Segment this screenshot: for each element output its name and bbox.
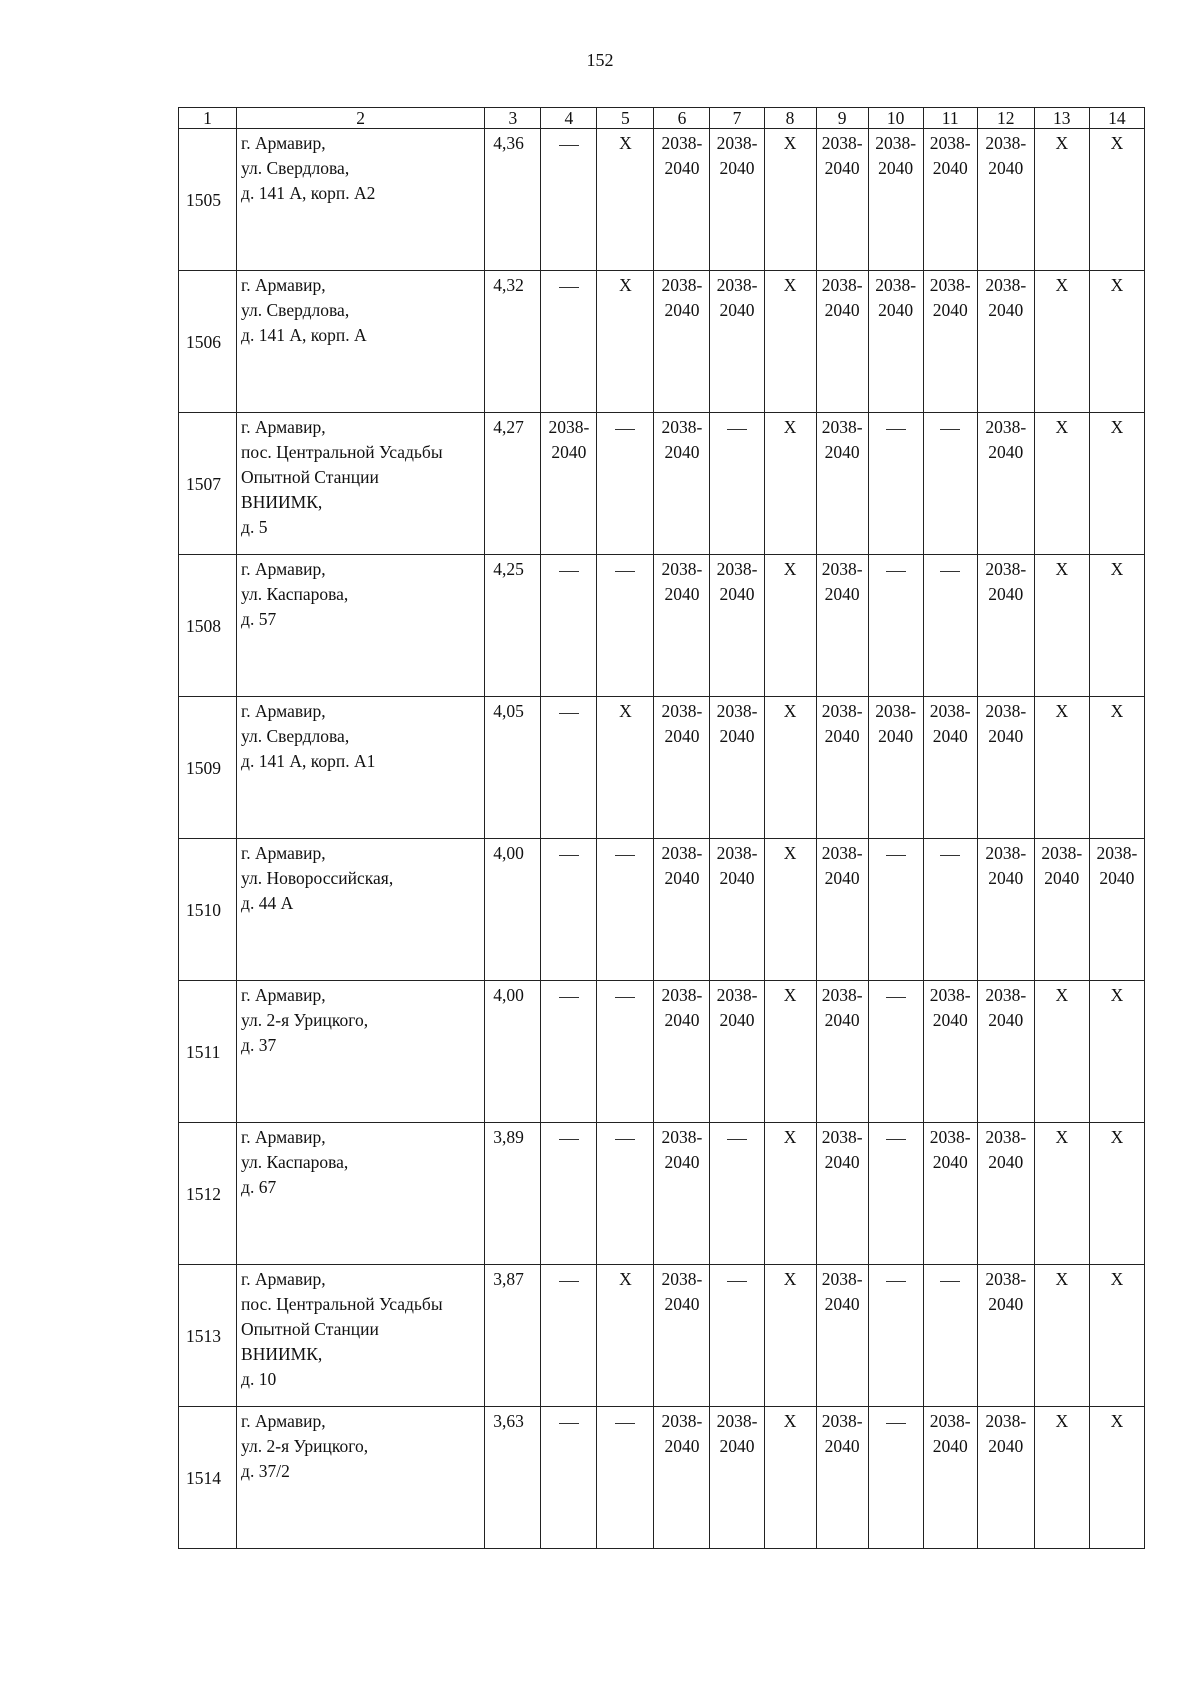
cell-value: X [1055, 701, 1069, 721]
column-number-row [179, 108, 1145, 129]
dash-mark [559, 1139, 579, 1140]
area-value-cell [485, 1407, 541, 1549]
dash-cell [710, 413, 764, 555]
cell-value: 3,63 [493, 1411, 524, 1431]
cell-value: 2038- 2040 [661, 1127, 703, 1172]
dash-mark [886, 429, 906, 430]
cell-value: 2038- 2040 [985, 701, 1027, 746]
row-number: 1510 [179, 839, 237, 981]
cell-value: X [1110, 559, 1124, 579]
cell-value: 2038- 2040 [716, 843, 758, 888]
cell-value: 2038- 2040 [985, 417, 1027, 462]
schedule-cell [816, 839, 868, 981]
cell-value: X [783, 1411, 797, 1431]
cell-value: 2038- 2040 [821, 843, 863, 888]
area-value-cell [485, 839, 541, 981]
schedule-cell [977, 839, 1034, 981]
address-cell: г. Армавир, ул. Свердлова, д. 141 А, корп. А1 [237, 697, 485, 839]
schedule-cell [1034, 697, 1089, 839]
cell-value: 2038- 2040 [875, 275, 917, 320]
dash-cell [868, 839, 923, 981]
address-cell: г. Армавир, пос. Центральной Усадьбы Опытной Станции ВНИИМК, д. 10 [237, 1265, 485, 1407]
cell-value: X [1110, 275, 1124, 295]
address-cell: г. Армавир, ул. Каспарова, д. 57 [237, 555, 485, 697]
dash-mark [559, 145, 579, 146]
schedule-cell [1089, 271, 1144, 413]
dash-cell [597, 981, 654, 1123]
schedule-cell [923, 271, 977, 413]
schedule-cell [816, 555, 868, 697]
schedule-cell [1089, 981, 1144, 1123]
cell-value: 2038- 2040 [821, 133, 863, 178]
column-number-11: 11 [923, 108, 977, 129]
address-cell: г. Армавир, ул. Новороссийская, д. 44 А [237, 839, 485, 981]
schedule-cell [654, 839, 710, 981]
schedule-cell [1089, 555, 1144, 697]
cell-value: 2038- 2040 [1096, 843, 1138, 888]
cell-value: X [783, 1127, 797, 1147]
cell-value: X [1055, 133, 1069, 153]
dash-mark [886, 571, 906, 572]
schedule-cell [1034, 271, 1089, 413]
cell-value: 2038- 2040 [661, 843, 703, 888]
address-cell: г. Армавир, ул. 2-я Урицкого, д. 37/2 [237, 1407, 485, 1549]
cell-value: 2038- 2040 [661, 1269, 703, 1314]
dash-mark [559, 571, 579, 572]
schedule-cell [710, 271, 764, 413]
schedule-cell [710, 129, 764, 271]
cell-value: 2038- 2040 [716, 275, 758, 320]
dash-cell [923, 1265, 977, 1407]
cell-value: 4,00 [493, 985, 524, 1005]
schedule-cell [816, 413, 868, 555]
dash-cell [923, 555, 977, 697]
dash-mark [559, 997, 579, 998]
schedule-cell [1089, 839, 1144, 981]
row-number: 1513 [179, 1265, 237, 1407]
dash-cell [541, 839, 597, 981]
schedule-cell [923, 129, 977, 271]
schedule-cell [764, 697, 816, 839]
schedule-cell [816, 981, 868, 1123]
row-number: 1512 [179, 1123, 237, 1265]
cell-value: X [1055, 1411, 1069, 1431]
dash-mark [940, 429, 960, 430]
cell-value: 2038- 2040 [929, 985, 971, 1030]
cell-value: X [1110, 701, 1124, 721]
address-cell: г. Армавир, пос. Центральной Усадьбы Опытной Станции ВНИИМК, д. 5 [237, 413, 485, 555]
cell-value: 2038- 2040 [661, 1411, 703, 1456]
cell-value: 2038- 2040 [821, 417, 863, 462]
housing-register-table [178, 107, 1145, 1549]
dash-cell [923, 413, 977, 555]
cell-value: 2038- 2040 [929, 701, 971, 746]
dash-mark [615, 1423, 635, 1424]
cell-value: 2038- 2040 [985, 559, 1027, 604]
schedule-cell [710, 1407, 764, 1549]
cell-value: X [619, 133, 632, 153]
schedule-cell [764, 981, 816, 1123]
schedule-cell [977, 555, 1034, 697]
schedule-cell [923, 697, 977, 839]
dash-mark [615, 571, 635, 572]
area-value-cell [485, 271, 541, 413]
cell-value: 2038- 2040 [929, 133, 971, 178]
cell-value: 2038- 2040 [716, 701, 758, 746]
row-number: 1507 [179, 413, 237, 555]
schedule-cell [764, 413, 816, 555]
column-number-13: 13 [1034, 108, 1089, 129]
schedule-cell [1034, 555, 1089, 697]
schedule-cell [868, 271, 923, 413]
dash-cell [923, 839, 977, 981]
schedule-cell [541, 413, 597, 555]
area-value-cell [485, 697, 541, 839]
cell-value: 2038- 2040 [985, 1269, 1027, 1314]
table-row [179, 271, 1145, 413]
cell-value: 2038- 2040 [716, 1411, 758, 1456]
column-number-2: 2 [237, 108, 485, 129]
schedule-cell [1034, 1265, 1089, 1407]
dash-mark [886, 997, 906, 998]
dash-cell [710, 1123, 764, 1265]
column-number-6: 6 [654, 108, 710, 129]
cell-value: 2038- 2040 [661, 275, 703, 320]
table-row [179, 697, 1145, 839]
column-number-14: 14 [1089, 108, 1144, 129]
dash-mark [615, 429, 635, 430]
area-value-cell [485, 413, 541, 555]
schedule-cell [654, 555, 710, 697]
schedule-cell [977, 981, 1034, 1123]
schedule-cell [597, 1265, 654, 1407]
cell-value: X [1110, 985, 1124, 1005]
schedule-cell [923, 981, 977, 1123]
cell-value: 2038- 2040 [548, 417, 590, 462]
dash-cell [597, 1123, 654, 1265]
dash-cell [541, 981, 597, 1123]
dash-cell [868, 555, 923, 697]
cell-value: X [1055, 985, 1069, 1005]
column-number-4: 4 [541, 108, 597, 129]
dash-cell [541, 129, 597, 271]
schedule-cell [764, 1407, 816, 1549]
schedule-cell [977, 271, 1034, 413]
address-cell: г. Армавир, ул. Каспарова, д. 67 [237, 1123, 485, 1265]
cell-value: X [619, 1269, 632, 1289]
dash-mark [940, 1281, 960, 1282]
column-number-9: 9 [816, 108, 868, 129]
cell-value: 2038- 2040 [661, 417, 703, 462]
schedule-cell [764, 555, 816, 697]
schedule-cell [654, 1265, 710, 1407]
cell-value: 2038- 2040 [929, 1411, 971, 1456]
address-cell: г. Армавир, ул. Свердлова, д. 141 А, корп. А2 [237, 129, 485, 271]
schedule-cell [1034, 129, 1089, 271]
dash-cell [541, 697, 597, 839]
address-cell: г. Армавир, ул. Свердлова, д. 141 А, корп. А [237, 271, 485, 413]
dash-mark [559, 1281, 579, 1282]
cell-value: 2038- 2040 [821, 701, 863, 746]
area-value-cell [485, 1265, 541, 1407]
dash-cell [710, 1265, 764, 1407]
cell-value: X [1055, 1127, 1069, 1147]
cell-value: X [1055, 1269, 1069, 1289]
column-number-3: 3 [485, 108, 541, 129]
dash-mark [559, 713, 579, 714]
column-number-1: 1 [179, 108, 237, 129]
schedule-cell [654, 271, 710, 413]
schedule-cell [710, 697, 764, 839]
cell-value: X [783, 275, 797, 295]
schedule-cell [816, 1407, 868, 1549]
schedule-cell [710, 555, 764, 697]
cell-value: 2038- 2040 [985, 843, 1027, 888]
cell-value: 2038- 2040 [875, 133, 917, 178]
table-row [179, 839, 1145, 981]
schedule-cell [1089, 129, 1144, 271]
schedule-cell [816, 129, 868, 271]
dash-cell [868, 1265, 923, 1407]
schedule-cell [710, 839, 764, 981]
dash-cell [541, 271, 597, 413]
schedule-cell [977, 413, 1034, 555]
dash-mark [886, 1423, 906, 1424]
cell-value: X [1055, 417, 1069, 437]
cell-value: X [1055, 275, 1069, 295]
dash-cell [541, 1123, 597, 1265]
cell-value: 2038- 2040 [821, 1269, 863, 1314]
schedule-cell [816, 697, 868, 839]
cell-value: 2038- 2040 [716, 985, 758, 1030]
cell-value: 2038- 2040 [929, 1127, 971, 1172]
schedule-cell [764, 129, 816, 271]
cell-value: X [1110, 1127, 1124, 1147]
table-row [179, 1123, 1145, 1265]
schedule-cell [1034, 981, 1089, 1123]
cell-value: 2038- 2040 [821, 1411, 863, 1456]
row-number: 1511 [179, 981, 237, 1123]
schedule-cell [977, 1265, 1034, 1407]
dash-mark [940, 571, 960, 572]
cell-value: 2038- 2040 [1041, 843, 1083, 888]
cell-value: 2038- 2040 [985, 985, 1027, 1030]
dash-cell [868, 1407, 923, 1549]
cell-value: 2038- 2040 [821, 559, 863, 604]
dash-cell [597, 555, 654, 697]
cell-value: 3,87 [493, 1269, 524, 1289]
page-number: 152 [586, 50, 614, 70]
cell-value: 2038- 2040 [821, 275, 863, 320]
cell-value: 4,32 [493, 275, 524, 295]
column-number-7: 7 [710, 108, 764, 129]
row-number: 1506 [179, 271, 237, 413]
schedule-cell [977, 697, 1034, 839]
dash-cell [597, 413, 654, 555]
dash-cell [868, 413, 923, 555]
schedule-cell [764, 271, 816, 413]
schedule-cell [923, 1407, 977, 1549]
cell-value: 2038- 2040 [985, 133, 1027, 178]
schedule-cell [868, 129, 923, 271]
dash-mark [559, 1423, 579, 1424]
table-row [179, 981, 1145, 1123]
area-value-cell [485, 1123, 541, 1265]
table-row [179, 555, 1145, 697]
schedule-cell [1034, 413, 1089, 555]
schedule-cell [1089, 1407, 1144, 1549]
schedule-cell [764, 1123, 816, 1265]
schedule-cell [764, 1265, 816, 1407]
cell-value: 2038- 2040 [716, 133, 758, 178]
schedule-cell [710, 981, 764, 1123]
table-row [179, 1407, 1145, 1549]
cell-value: 2038- 2040 [821, 1127, 863, 1172]
dash-mark [559, 287, 579, 288]
cell-value: 2038- 2040 [661, 985, 703, 1030]
address-cell: г. Армавир, ул. 2-я Урицкого, д. 37 [237, 981, 485, 1123]
schedule-cell [977, 129, 1034, 271]
row-number: 1509 [179, 697, 237, 839]
schedule-cell [868, 697, 923, 839]
schedule-cell [816, 1123, 868, 1265]
row-number: 1508 [179, 555, 237, 697]
area-value-cell [485, 555, 541, 697]
cell-value: 4,25 [493, 559, 524, 579]
table-row [179, 413, 1145, 555]
dash-mark [727, 429, 747, 430]
table-body [179, 108, 1145, 1549]
dash-mark [615, 855, 635, 856]
row-number: 1514 [179, 1407, 237, 1549]
cell-value: 4,36 [493, 133, 524, 153]
cell-value: 2038- 2040 [985, 275, 1027, 320]
cell-value: X [783, 701, 797, 721]
cell-value: 2038- 2040 [661, 133, 703, 178]
schedule-cell [654, 1123, 710, 1265]
dash-cell [868, 981, 923, 1123]
schedule-cell [654, 1407, 710, 1549]
cell-value: X [783, 133, 797, 153]
schedule-cell [1089, 1265, 1144, 1407]
schedule-cell [977, 1123, 1034, 1265]
schedule-cell [1034, 839, 1089, 981]
cell-value: 3,89 [493, 1127, 524, 1147]
schedule-cell [923, 1123, 977, 1265]
dash-mark [886, 1139, 906, 1140]
cell-value: X [783, 559, 797, 579]
schedule-cell [764, 839, 816, 981]
column-number-5: 5 [597, 108, 654, 129]
cell-value: X [1110, 133, 1124, 153]
schedule-cell [1034, 1407, 1089, 1549]
cell-value: 2038- 2040 [716, 559, 758, 604]
dash-mark [886, 855, 906, 856]
cell-value: 2038- 2040 [661, 701, 703, 746]
dash-mark [727, 1139, 747, 1140]
dash-cell [541, 1407, 597, 1549]
column-number-10: 10 [868, 108, 923, 129]
schedule-cell [1034, 1123, 1089, 1265]
schedule-cell [654, 981, 710, 1123]
area-value-cell [485, 129, 541, 271]
dash-cell [541, 555, 597, 697]
dash-mark [615, 997, 635, 998]
cell-value: X [1110, 417, 1124, 437]
schedule-cell [654, 129, 710, 271]
table-row [179, 1265, 1145, 1407]
cell-value: X [1110, 1269, 1124, 1289]
cell-value: 4,27 [493, 417, 524, 437]
schedule-cell [597, 697, 654, 839]
dash-mark [886, 1281, 906, 1282]
cell-value: 2038- 2040 [929, 275, 971, 320]
cell-value: X [783, 1269, 797, 1289]
schedule-cell [816, 271, 868, 413]
column-number-12: 12 [977, 108, 1034, 129]
column-number-8: 8 [764, 108, 816, 129]
schedule-cell [654, 697, 710, 839]
cell-value: 4,05 [493, 701, 524, 721]
cell-value: X [1055, 559, 1069, 579]
cell-value: X [783, 843, 797, 863]
schedule-cell [597, 129, 654, 271]
cell-value: X [783, 985, 797, 1005]
dash-cell [597, 1407, 654, 1549]
cell-value: 2038- 2040 [875, 701, 917, 746]
schedule-cell [1089, 1123, 1144, 1265]
schedule-cell [597, 271, 654, 413]
row-number: 1505 [179, 129, 237, 271]
dash-cell [868, 1123, 923, 1265]
schedule-cell [1089, 697, 1144, 839]
cell-value: 2038- 2040 [985, 1411, 1027, 1456]
schedule-cell [1089, 413, 1144, 555]
dash-mark [727, 1281, 747, 1282]
cell-value: 2038- 2040 [821, 985, 863, 1030]
cell-value: 4,00 [493, 843, 524, 863]
area-value-cell [485, 981, 541, 1123]
cell-value: 2038- 2040 [985, 1127, 1027, 1172]
schedule-cell [816, 1265, 868, 1407]
cell-value: X [783, 417, 797, 437]
dash-mark [940, 855, 960, 856]
schedule-cell [654, 413, 710, 555]
schedule-cell [977, 1407, 1034, 1549]
cell-value: 2038- 2040 [661, 559, 703, 604]
dash-cell [541, 1265, 597, 1407]
dash-cell [597, 839, 654, 981]
dash-mark [559, 855, 579, 856]
table-row [179, 129, 1145, 271]
dash-mark [615, 1139, 635, 1140]
cell-value: X [619, 275, 632, 295]
cell-value: X [619, 701, 632, 721]
cell-value: X [1110, 1411, 1124, 1431]
